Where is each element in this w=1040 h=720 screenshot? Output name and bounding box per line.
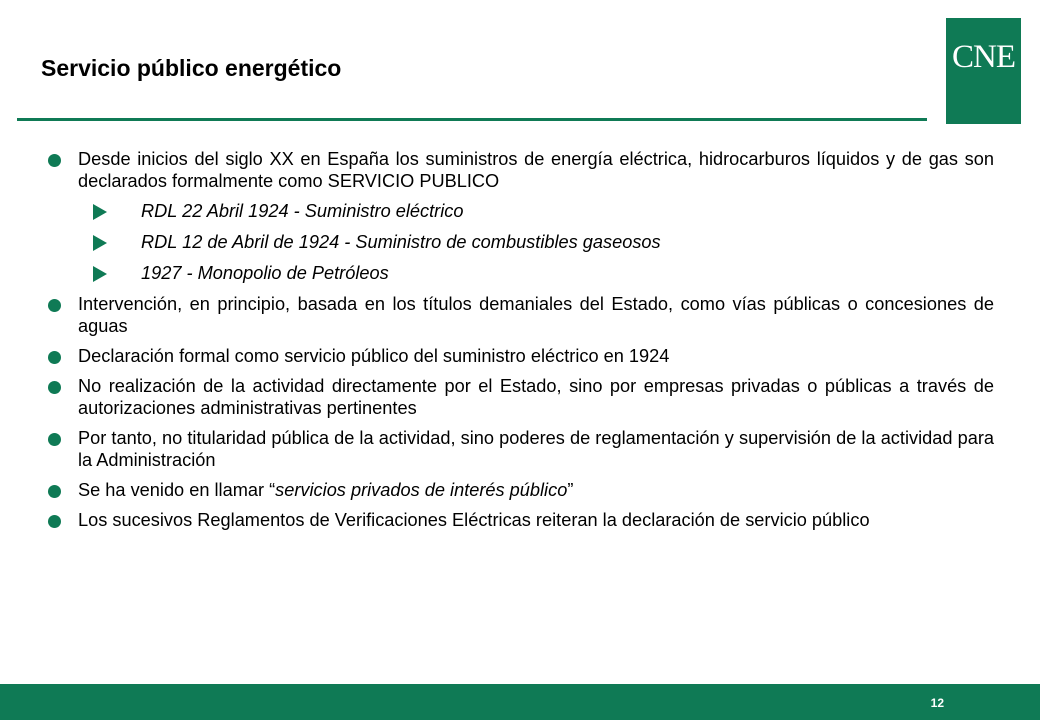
bullet-dot-icon <box>48 351 61 364</box>
bullet-item <box>42 479 994 501</box>
page-number: 12 <box>930 696 944 710</box>
bullet-item: Por tanto, no titularidad pública de la actividad, sino poderes de reglamentación y supervisión de la actividad para la Administración <box>42 427 994 471</box>
cne-logo: CNE <box>946 18 1021 124</box>
title-divider <box>17 118 927 121</box>
sub-bullet-item: RDL 12 de Abril de 1924 - Suministro de combustibles gaseosos <box>42 231 994 253</box>
bullet-dot-icon <box>48 485 61 498</box>
sub-bullet-item: 1927 - Monopolio de Petróleos <box>42 262 994 284</box>
bullet-item: Desde inicios del siglo XX en España los suministros de energía eléctrica, hidrocarburos líquidos y de gas son declarados formalmente como SERVICIO PUBLICO <box>42 148 994 192</box>
bullet-item: Los sucesivos Reglamentos de Verificaciones Eléctricas reiteran la declaración de servicio público <box>42 509 994 531</box>
bullet-dot-icon <box>48 381 61 394</box>
bullet-dot-icon <box>48 515 61 528</box>
bullet-text-closing-quote: ” <box>567 480 574 500</box>
arrow-right-icon <box>93 235 107 251</box>
slide-content <box>42 148 994 539</box>
bullet-text: Se ha venido en llamar “ <box>78 480 276 500</box>
bullet-dot-icon <box>48 299 61 312</box>
bullet-item: No realización de la actividad directamente por el Estado, sino por empresas privadas o públicas a través de autorizaciones administrativas pertinentes <box>42 375 994 419</box>
sub-bullet-item: RDL 22 Abril 1924 - Suministro eléctrico <box>42 200 994 222</box>
slide-title: Servicio público energético <box>41 55 342 81</box>
bullet-text-italic: servicios privados de interés público <box>275 480 568 500</box>
arrow-right-icon <box>93 266 107 282</box>
bullet-dot-icon <box>48 433 61 446</box>
bullet-item: Declaración formal como servicio público del suministro eléctrico en 1924 <box>42 345 994 367</box>
bullet-item: Intervención, en principio, basada en los títulos demaniales del Estado, como vías públicas o concesiones de aguas <box>42 293 994 337</box>
bullet-dot-icon <box>48 154 61 167</box>
arrow-right-icon <box>93 204 107 220</box>
footer-bar <box>0 684 1040 720</box>
